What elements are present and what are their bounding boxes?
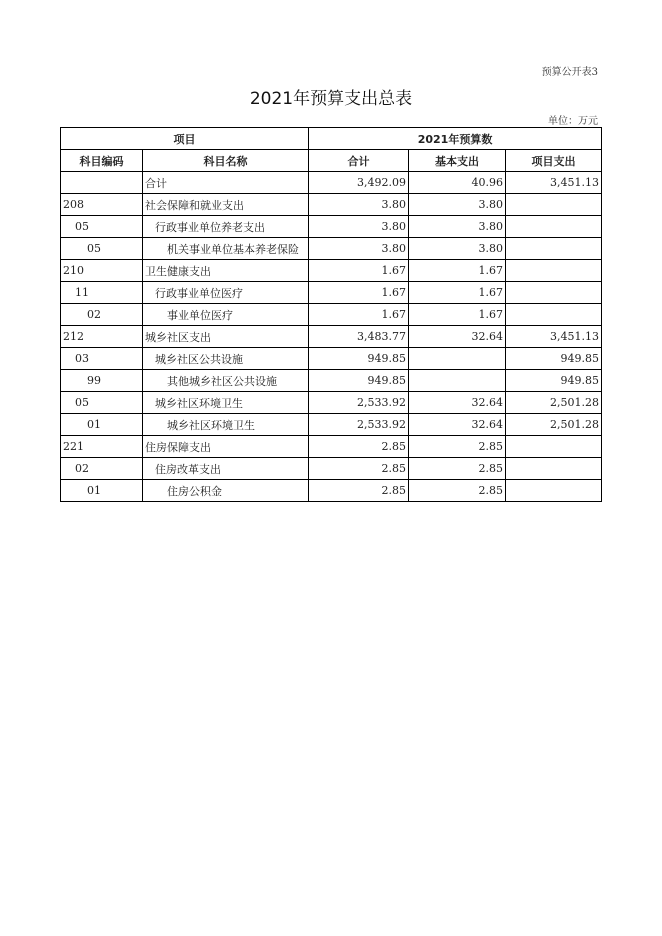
row-total-cell: 2.85 bbox=[309, 458, 409, 480]
col-header-project: 项目支出 bbox=[506, 150, 602, 172]
row-total-cell: 1.67 bbox=[309, 282, 409, 304]
row-total-cell: 2.85 bbox=[309, 436, 409, 458]
row-name-cell: 卫生健康支出 bbox=[143, 260, 309, 282]
row-total-cell: 3.80 bbox=[309, 238, 409, 260]
table-row bbox=[61, 216, 602, 238]
row-basic-cell: 1.67 bbox=[409, 282, 506, 304]
row-code-cell: 02 bbox=[61, 304, 143, 326]
row-name-cell: 事业单位医疗 bbox=[143, 304, 309, 326]
row-project-cell: 3,451.13 bbox=[506, 172, 602, 194]
row-project-cell bbox=[506, 238, 602, 260]
row-project-cell: 3,451.13 bbox=[506, 326, 602, 348]
row-project-cell bbox=[506, 458, 602, 480]
row-total-cell: 1.67 bbox=[309, 304, 409, 326]
row-basic-cell: 2.85 bbox=[409, 480, 506, 502]
table-row bbox=[61, 194, 602, 216]
row-total-cell: 2,533.92 bbox=[309, 392, 409, 414]
row-name-cell: 住房改革支出 bbox=[143, 458, 309, 480]
row-basic-cell: 2.85 bbox=[409, 458, 506, 480]
row-basic-cell bbox=[409, 348, 506, 370]
row-basic-cell: 1.67 bbox=[409, 304, 506, 326]
row-name-cell: 社会保障和就业支出 bbox=[143, 194, 309, 216]
row-project-cell: 2,501.28 bbox=[506, 414, 602, 436]
col-header-basic: 基本支出 bbox=[409, 150, 506, 172]
group-header-row bbox=[61, 128, 602, 150]
row-total-cell: 1.67 bbox=[309, 260, 409, 282]
row-total-cell: 3.80 bbox=[309, 194, 409, 216]
row-name-cell: 合计 bbox=[143, 172, 309, 194]
row-name-cell: 城乡社区环境卫生 bbox=[143, 392, 309, 414]
row-project-cell: 949.85 bbox=[506, 370, 602, 392]
table-row bbox=[61, 326, 602, 348]
unit-label: 单位：万元 bbox=[548, 116, 598, 127]
row-code-cell: 212 bbox=[61, 326, 143, 348]
row-project-cell bbox=[506, 194, 602, 216]
row-name-cell: 机关事业单位基本养老保险 bbox=[143, 238, 309, 260]
row-basic-cell: 3.80 bbox=[409, 238, 506, 260]
group-header-item: 项目 bbox=[61, 128, 309, 150]
row-basic-cell: 40.96 bbox=[409, 172, 506, 194]
row-basic-cell: 32.64 bbox=[409, 326, 506, 348]
row-project-cell: 2,501.28 bbox=[506, 392, 602, 414]
row-project-cell: 949.85 bbox=[506, 348, 602, 370]
row-basic-cell: 1.67 bbox=[409, 260, 506, 282]
row-code-cell: 05 bbox=[61, 392, 143, 414]
row-basic-cell: 2.85 bbox=[409, 436, 506, 458]
table-row bbox=[61, 458, 602, 480]
table-row bbox=[61, 370, 602, 392]
row-total-cell: 2.85 bbox=[309, 480, 409, 502]
table-row bbox=[61, 282, 602, 304]
row-name-cell: 其他城乡社区公共设施 bbox=[143, 370, 309, 392]
row-code-cell: 221 bbox=[61, 436, 143, 458]
table-row bbox=[61, 348, 602, 370]
table-row bbox=[61, 480, 602, 502]
col-header-code: 科目编码 bbox=[61, 150, 143, 172]
row-name-cell: 住房公积金 bbox=[143, 480, 309, 502]
table-row bbox=[61, 172, 602, 194]
row-name-cell: 城乡社区支出 bbox=[143, 326, 309, 348]
row-code-cell: 05 bbox=[61, 238, 143, 260]
form-number: 预算公开表3 bbox=[541, 67, 598, 78]
row-project-cell bbox=[506, 304, 602, 326]
row-code-cell: 210 bbox=[61, 260, 143, 282]
col-header-total: 合计 bbox=[309, 150, 409, 172]
table-row bbox=[61, 414, 602, 436]
row-total-cell: 3,483.77 bbox=[309, 326, 409, 348]
row-basic-cell: 3.80 bbox=[409, 216, 506, 238]
row-project-cell bbox=[506, 260, 602, 282]
table-row bbox=[61, 238, 602, 260]
row-total-cell: 2,533.92 bbox=[309, 414, 409, 436]
row-code-cell: 01 bbox=[61, 414, 143, 436]
row-name-cell: 行政事业单位养老支出 bbox=[143, 216, 309, 238]
row-basic-cell: 3.80 bbox=[409, 194, 506, 216]
table-row bbox=[61, 392, 602, 414]
row-code-cell: 99 bbox=[61, 370, 143, 392]
row-name-cell: 城乡社区环境卫生 bbox=[143, 414, 309, 436]
page-title: 2021年预算支出总表 bbox=[249, 89, 413, 109]
row-total-cell: 3.80 bbox=[309, 216, 409, 238]
row-code-cell: 01 bbox=[61, 480, 143, 502]
col-header-name: 科目名称 bbox=[143, 150, 309, 172]
budget-expenditure-table bbox=[60, 127, 602, 502]
row-code-cell: 03 bbox=[61, 348, 143, 370]
row-project-cell bbox=[506, 216, 602, 238]
row-code-cell bbox=[61, 172, 143, 194]
table-row bbox=[61, 436, 602, 458]
row-project-cell bbox=[506, 436, 602, 458]
row-total-cell: 949.85 bbox=[309, 370, 409, 392]
column-header-row bbox=[61, 150, 602, 172]
row-basic-cell: 32.64 bbox=[409, 414, 506, 436]
row-code-cell: 11 bbox=[61, 282, 143, 304]
row-total-cell: 3,492.09 bbox=[309, 172, 409, 194]
table-row bbox=[61, 304, 602, 326]
group-header-budget: 2021年预算数 bbox=[309, 128, 602, 150]
row-basic-cell bbox=[409, 370, 506, 392]
table-row bbox=[61, 260, 602, 282]
row-code-cell: 05 bbox=[61, 216, 143, 238]
row-code-cell: 02 bbox=[61, 458, 143, 480]
row-project-cell bbox=[506, 480, 602, 502]
row-name-cell: 住房保障支出 bbox=[143, 436, 309, 458]
row-project-cell bbox=[506, 282, 602, 304]
row-name-cell: 行政事业单位医疗 bbox=[143, 282, 309, 304]
row-total-cell: 949.85 bbox=[309, 348, 409, 370]
row-code-cell: 208 bbox=[61, 194, 143, 216]
row-name-cell: 城乡社区公共设施 bbox=[143, 348, 309, 370]
row-basic-cell: 32.64 bbox=[409, 392, 506, 414]
